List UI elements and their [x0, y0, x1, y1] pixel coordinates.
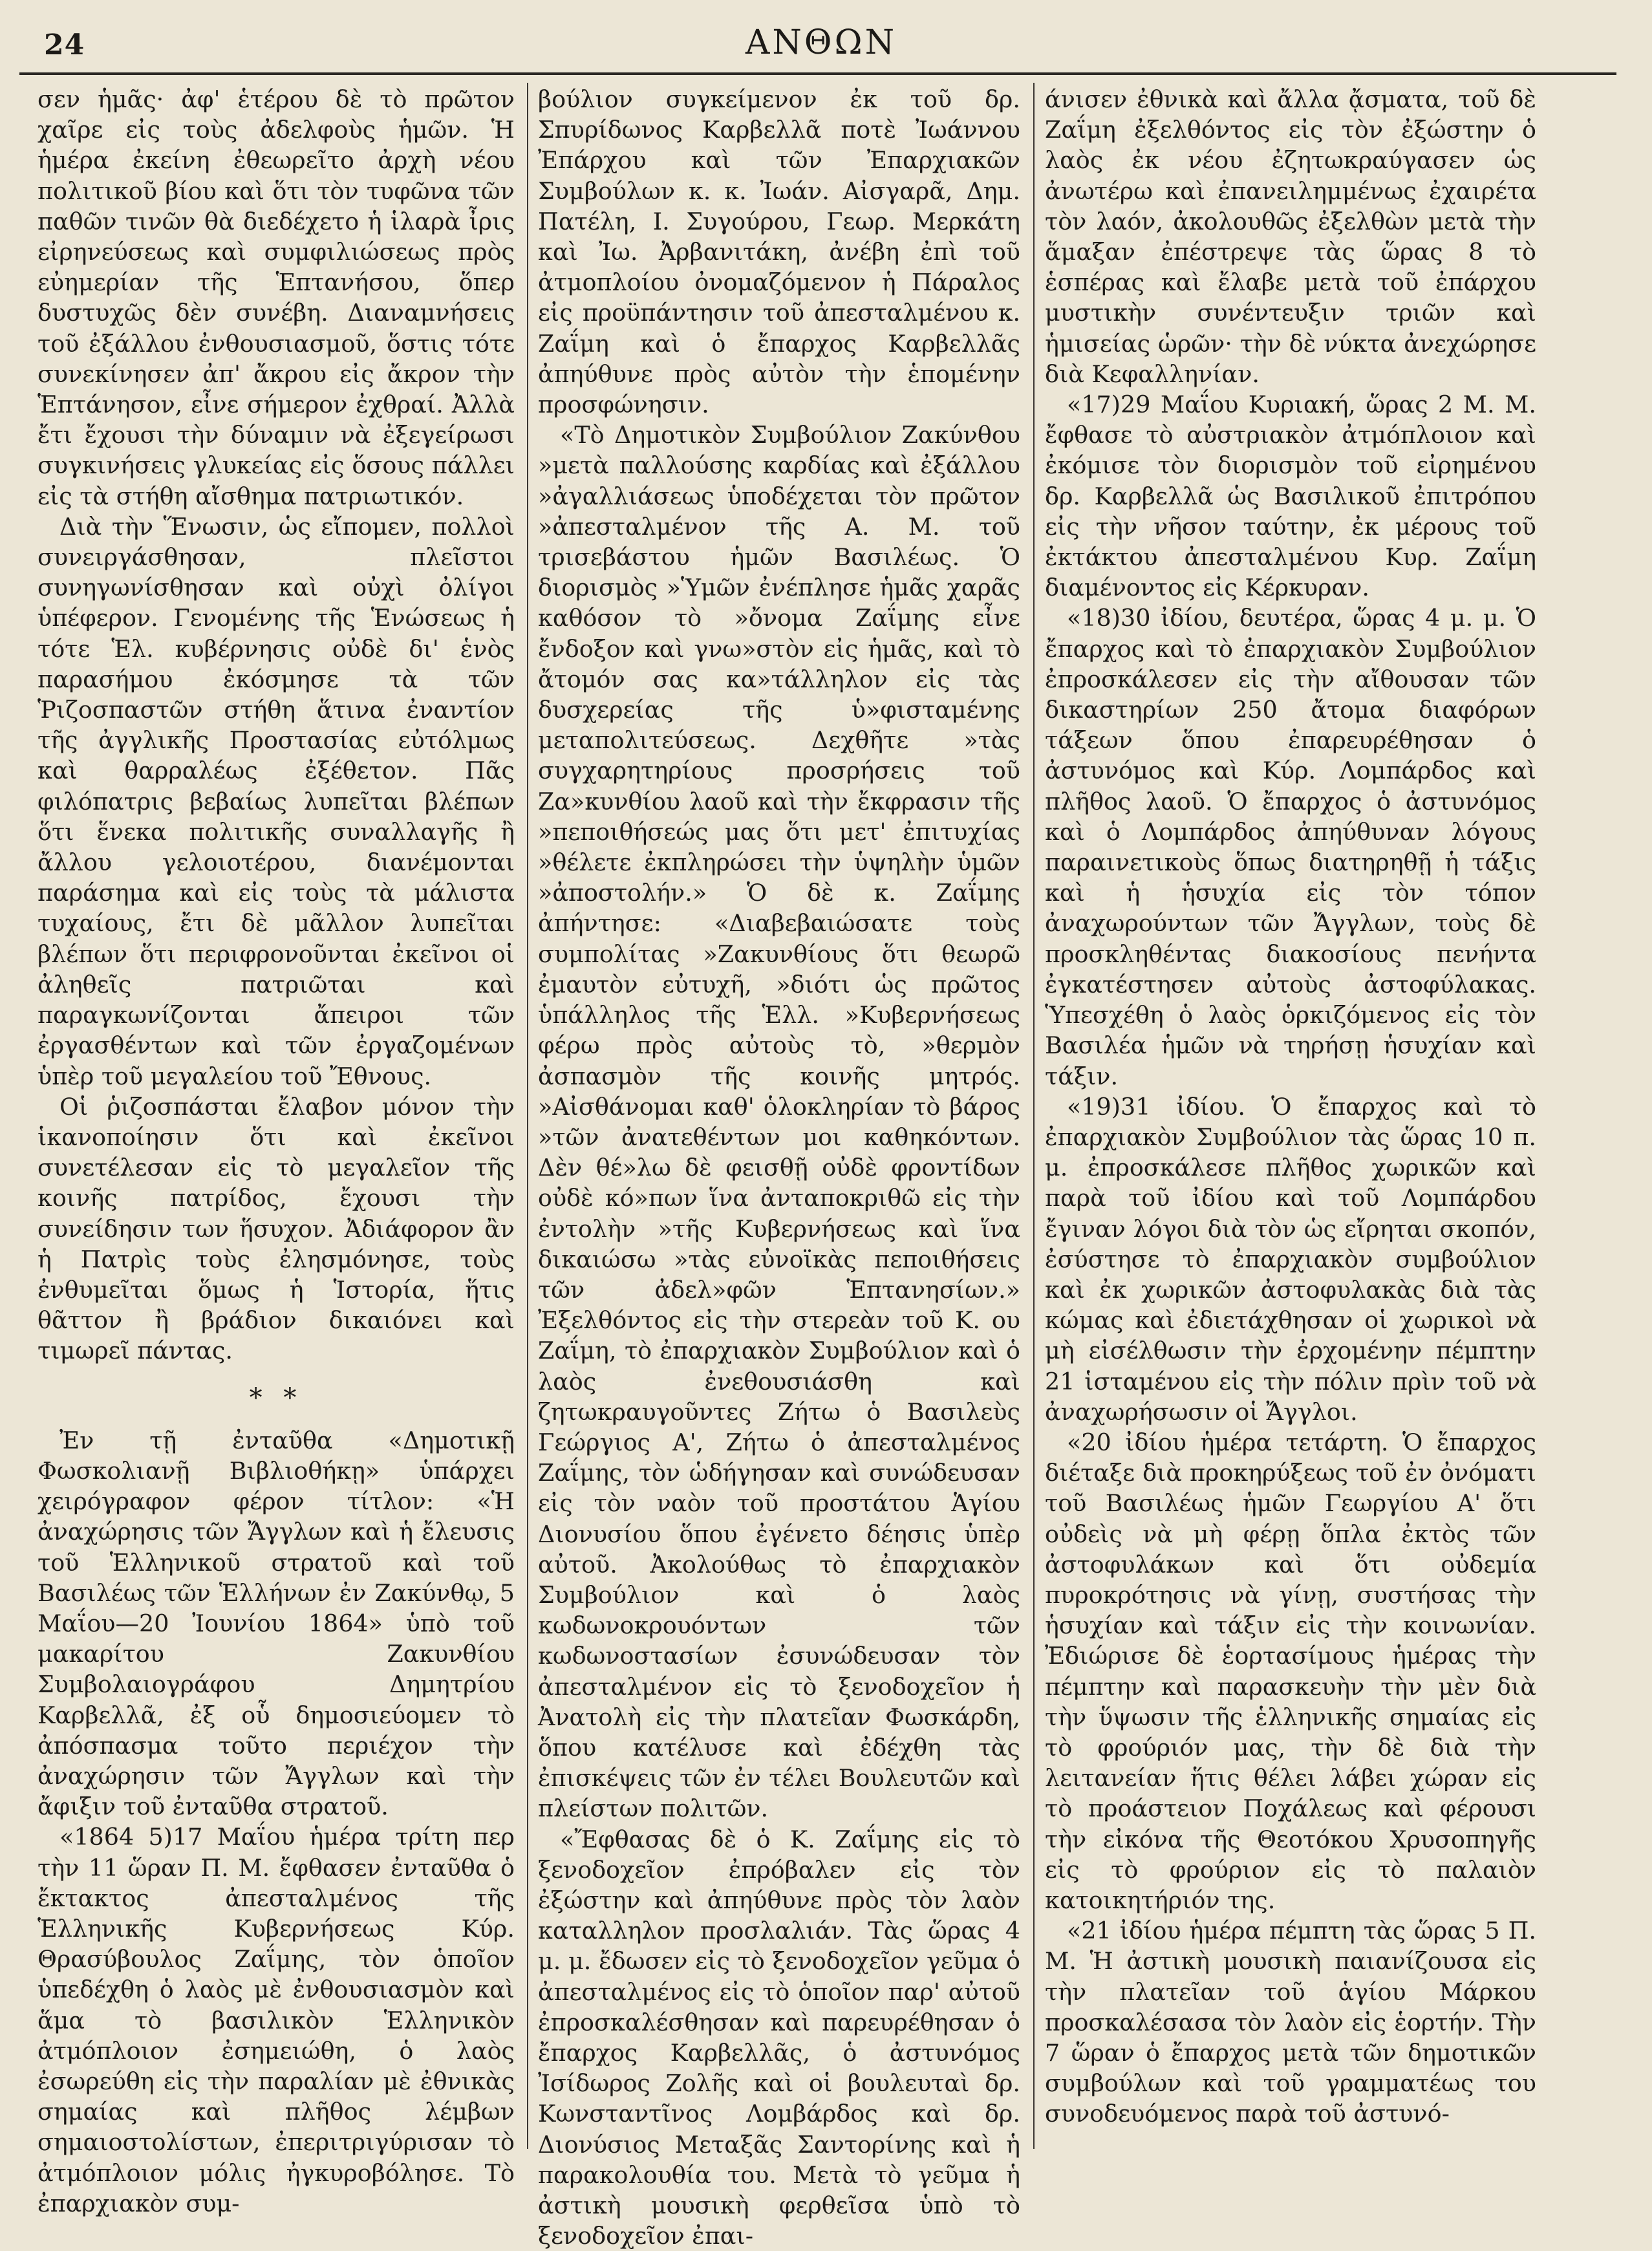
column-1 — [38, 84, 515, 2217]
column-3 — [1045, 84, 1536, 2153]
paragraph: «1864 5)17 Μαΐου ἡμέρα τρίτη περ τὴν 11 ὥραν Π. Μ. ἔφθασεν ἐνταῦθα ὁ ἔκτακτος ἀπεσταλμένος τῆς Ἑλληνικῆς Κυβερνήσεως Κύρ. Θρασύβουλος Ζαΐμης, τὸν ὁποῖον ὑπεδέχθη ὁ λαὸς μὲ ἐνθουσιασμὸν καὶ ἅμα τὸ βασιλικὸν Ἑλληνικὸν ἀτμόπλοιον ἐσημειώθη, ὁ λαὸς ἐσωρεύθη εἰς τὴν παραλίαν μὲ ἐθνικὰς σημαίας καὶ πλῆθος λέμβων σημαιοστολίστων, ἐπεριτριγύρισαν τὸ ἀτμόπλοιον μόλις ἠγκυροβόλησε. Τὸ ἐπαρχιακὸν συμ- — [38, 1823, 515, 2217]
paragraph: «Τὸ Δημοτικὸν Συμβούλιον Ζακύνθου »μετὰ παλλούσης καρδίας καὶ ἐξάλλου »ἀγαλλιάσεως ὑποδέχεται τὸν πρῶτον »ἀπεσταλμένον τῆς Α. Μ. τοῦ τρισεβάστου ἡμῶν Βασιλέως. Ὁ διορισμὸς »Ὑμῶν ἐνέπλησε ἡμᾶς χαρᾶς καθόσον τὸ »ὄνομα Ζαΐμης εἶνε ἔνδοξον καὶ γνω»στὸν εἰς ἡμᾶς, καὶ τὸ ἄτομόν σας κα»τάλληλον εἰς τὰς δυσχερείας τῆς ὑ»φισταμένης μεταπολιτεύσεως. Δεχθῆτε »τὰς συγχαρητηρίους προσρήσεις τοῦ Ζα»κυνθίου λαοῦ καὶ τὴν ἔκφρασιν τῆς »πεποιθήσεώς μας ὅτι μετ' ἐπιτυχίας »θέλετε ἐκπληρώσει τὴν ὑψηλὴν ὑμῶν »ἀποστολήν.» Ὁ δὲ κ. Ζαΐμης ἀπήντησε: «Διαβεβαιώσατε τοὺς συμπολίτας »Ζακυνθίους ὅτι θεωρῶ ἐμαυτὸν εὐτυχῆ, »διότι ὡς πρῶτος ὑπάλληλος τῆς Ἑλλ. »Κυβερνήσεως φέρω πρὸς αὐτοὺς τὸ, »θερμὸν ἀσπασμὸν τῆς κοινῆς μητρός. »Αἰσθάνομαι καθ' ὁλοκληρίαν τὸ βάρος »τῶν ἀνατεθέντων μοι καθηκόντων. Δὲν θέ»λω δὲ φεισθῇ οὐδὲ φροντίδων οὐδὲ κό»πων ἵνα ἀνταποκριθῶ εἰς τὴν ἐντολὴν »τῆς Κυβερνήσεως καὶ ἵνα δικαιώσω »τὰς εὐνοϊκὰς πεποιθήσεις τῶν ἀδελ»φῶν Ἑπτανησίων.» Ἐξελθόντος εἰς τὴν στερεὰν τοῦ Κ. ου Ζαΐμη, τὸ ἐπαρχιακὸν Συμβούλιον καὶ ὁ λαὸς ἐνεθουσιάσθη καὶ ζητωκραυγοῦντες Ζήτω ὁ Βασιλεὺς Γεώργιος Α', Ζήτω ὁ ἀπεσταλμένος Ζαΐμης, τὸν ὡδήγησαν καὶ συνώδευσαν εἰς τὸν ναὸν τοῦ προστάτου Ἁγίου Διονυσίου ὅπου ἐγένετο δέησις ὑπὲρ αὐτοῦ. Ἀκολούθως τὸ ἐπαρχιακὸν Συμβούλιον καὶ ὁ λαὸς κωδωνοκρουόντων τῶν κωδωνοστασίων ἐσυνώδευσαν τὸν ἀπεσταλμένον εἰς τὸ ξενοδοχεῖον ἡ Ἀνατολὴ εἰς τὴν πλατεῖαν Φωσκάρδη, ὅπου κατέλυσε καὶ ἐδέχθη τὰς ἐπισκέψεις τῶν ἐν τέλει Βουλευτῶν καὶ πλείστων πολιτῶν. — [538, 421, 1020, 1823]
paragraph: «21 ἰδίου ἡμέρα πέμπτη τὰς ὥρας 5 Π. Μ. Ἡ ἀστικὴ μουσικὴ παιανίζουσα εἰς τὴν πλατεῖαν τοῦ ἁγίου Μάρκου προσκαλέσασα τὸν λαὸν εἰς ἑορτήν. Τὴν 7 ὥραν ὁ ἔπαρχος μετὰ τῶν δημοτικῶν συμβούλων καὶ τοῦ γραμματέως του συνοδευόμενος παρὰ τοῦ ἀστυνό- — [1045, 1917, 1536, 2128]
paragraph: Οἱ ῥιζοσπάσται ἔλαβον μόνον τὴν ἱκανοποίησιν ὅτι καὶ ἐκεῖνοι συνετέλεσαν εἰς τὸ μεγαλεῖον τῆς κοινῆς πατρίδος, ἔχουσι τὴν συνείδησιν των ἥσυχον. Ἀδιάφορον ἂν ἡ Πατρὶς τοὺς ἐλησμόνησε, τοὺς ἐνθυμεῖται ὅμως ἡ Ἱστορία, ἥτις θᾶττον ἢ βράδιον δικαιόνει καὶ τιμωρεῖ πάντας. — [38, 1092, 515, 1365]
paragraph: «Ἔφθασας δὲ ὁ Κ. Ζαΐμης εἰς τὸ ξενοδοχεῖον ἐπρόβαλεν εἰς τὸν ἐξώστην καὶ ἀπηύθυνε πρὸς τὸν λαὸν καταλληλον προσλαλιάν. Τὰς ὥρας 4 μ. μ. ἔδωσεν εἰς τὸ ξενοδοχεῖον γεῦμα ὁ ἀπεσταλμένος εἰς τὸ ὁποῖον παρ' αὐτοῦ ἐπροσκαλέσθησαν καὶ παρευρέθησαν ὁ ἔπαρχος Καρβελλᾶς, ὁ ἀστυνόμος Ἰσίδωρος Ζολῆς καὶ οἱ βουλευταὶ δρ. Κωνσταντῖνος Λομβάρδος καὶ δρ. Διονύσιος Μεταξᾶς Σαντορίνης καὶ ἡ παρακολουθία του. Μετὰ τὸ γεῦμα ἡ ἀστικὴ μουσικὴ φερθεῖσα ὑπὸ τὸ ξενοδοχεῖον ἐπαι- — [538, 1825, 1020, 2250]
paragraph: «20 ἰδίου ἡμέρα τετάρτη. Ὁ ἔπαρχος διέταξε διὰ προκηρύξεως τοῦ ἐν ὀνόματι τοῦ Βασιλέως ἡμῶν Γεωργίου Α' ὅτι οὐδεὶς νὰ μὴ φέρῃ ὅπλα ἐκτὸς τῶν ἀστοφυλάκων καὶ ὅτι οὐδεμία πυροκρότησις νὰ γίνῃ, συστήσας τὴν ἡσυχίαν καὶ τάξιν εἰς τὴν κοινωνίαν. Ἐδιώρισε δὲ ἑορτασίμους ἡμέρας τὴν πέμπτην καὶ παρασκευὴν τὴν μὲν διὰ τὴν ὕψωσιν τῆς ἑλληνικῆς σημαίας εἰς τὸ φρούριόν μας, τὴν δὲ διὰ τὴν λειτανείαν ἥτις θέλει λάβει χώραν εἰς τὸ προάστειον Ποχάλεως καὶ φέρουσι τὴν εἰκόνα τῆς Θεοτόκου Χρυσοπηγῆς εἰς τὸ φρούριον εἰς τὸ παλαιὸν κατοικητήριόν της. — [1045, 1428, 1536, 1914]
paragraph: «19)31 ἰδίου. Ὁ ἔπαρχος καὶ τὸ ἐπαρχιακὸν Συμβούλιον τὰς ὥρας 10 π. μ. ἐπροσκάλεσε πλῆθος χωρικῶν καὶ παρὰ τοῦ ἰδίου καὶ τοῦ Λομπάρδου ἔγιναν λόγοι διὰ τὸν ὡς εἴρηται σκοπόν, ἐσύστησε τὸ ἐπαρχιακὸν συμβούλιον καὶ ἐκ χωρικῶν ἀστοφυλακὰς διὰ τὰς κώμας καὶ ἐδιετάχθησαν οἱ χωρικοὶ νὰ μὴ εἰσέλθωσιν τὴν ἐρχομένην πέμπτην 21 ἱσταμένου εἰς τὴν πόλιν πρὶν τοῦ νὰ ἀναχωρήσωσιν οἱ Ἄγγλοι. — [1045, 1092, 1536, 1426]
column-divider-2 — [1033, 83, 1035, 2149]
paragraph: Διὰ τὴν Ἕνωσιν, ὡς εἴπομεν, πολλοὶ συνειργάσθησαν, πλεῖστοι συνηγωνίσθησαν καὶ οὐχὶ ὀλίγοι ὑπέφερον. Γενομένης τῆς Ἑνώσεως ἡ τότε Ἑλ. κυβέρνησις οὐδὲ δι' ἑνὸς παρασήμου ἐκόσμησε τὰ τῶν Ῥιζοσπαστῶν στήθη ἅτινα ἐναντίον τῆς ἀγγλικῆς Προστασίας εὐτόλμως καὶ θαρραλέως ἐξέθετον. Πᾶς φιλόπατρις βεβαίως λυπεῖται βλέπων ὅτι ἕνεκα πολιτικῆς συναλλαγῆς ἢ ἄλλου γελοιοτέρου, διανέμονται παράσημα καὶ εἰς τοὺς τὰ μάλιστα τυχαίους, ἔτι δὲ μᾶλλον λυπεῖται βλέπων ὅτι περιφρονοῦνται ἐκεῖνοι οἱ ἀληθεῖς πατριῶται καὶ παραγκωνίζονται ἄπειροι τῶν ἐργασθέντων καὶ τῶν ἐργαζομένων ὑπὲρ τοῦ μεγαλείου τοῦ Ἔθνους. — [38, 512, 515, 1090]
paragraph: σεν ἡμᾶς· ἀφ' ἑτέρου δὲ τὸ πρῶτον χαῖρε εἰς τοὺς ἀδελφοὺς ἡμῶν. Ἡ ἡμέρα ἐκείνη ἐθεωρεῖτο ἀρχὴ νέου πολιτικοῦ βίου καὶ ὅτι τὸν τυφῶνα τῶν παθῶν τινῶν θὰ διεδέχετο ἡ ἱλαρὰ ἶρις εἰρηνεύσεως καὶ συμφιλιώσεως πρὸς εὐημερίαν τῆς Ἑπτανήσου, ὅπερ δυστυχῶς δὲν συνέβη. Διαναμνήσεις τοῦ ἐξάλλου ἐνθουσιασμοῦ, ὅστις τότε συνεκίνησεν ἀπ' ἄκρου εἰς ἄκρον τὴν Ἑπτάνησον, εἶνε σήμερον ἐχθραί. Ἀλλὰ ἔτι ἔχουσι τὴν δύναμιν νὰ ἐξεγείρωσι συγκινήσεις γλυκείας εἰς ὅσους πάλλει εἰς τὰ στήθη αἴσθημα πατριωτικόν. — [38, 85, 515, 510]
paragraph: «18)30 ἰδίου, δευτέρα, ὥρας 4 μ. μ. Ὁ ἔπαρχος καὶ τὸ ἐπαρχιακὸν Συμβούλιον ἐπροσκάλεσεν εἰς τὴν αἴθουσαν τῶν δικαστηρίων 250 ἄτομα διαφόρων τάξεων ὅπου ἐπαρευρέθησαν ὁ ἀστυνόμος καὶ Κύρ. Λομπάρδος καὶ πλῆθος λαοῦ. Ὁ ἔπαρχος ὁ ἀστυνόμος καὶ ὁ Λομπάρδος ἀπηύθυναν λόγους παραινετικοὺς ὅπως διατηρηθῇ ἡ τάξις καὶ ἡ ἡσυχία εἰς τὸν τόπον ἀναχωρούντων τῶν Ἄγγλων, τοὺς δὲ προσκληθέντας διακοσίους πενήντα ἐγκατέστησεν αὐτοὺς ἀστοφύλακας. Ὑπεσχέθη ὁ λαὸς ὁρκιζόμενος εἰς τὸν Βασιλέα ἡμῶν νὰ τηρήσῃ ἡσυχίαν καὶ τάξιν. — [1045, 604, 1536, 1090]
page-number: 24 — [44, 28, 85, 61]
column-2 — [538, 84, 1020, 2250]
column-divider-1 — [527, 83, 528, 2149]
paragraph: «17)29 Μαΐου Κυριακή, ὥρας 2 Μ. Μ. ἔφθασε τὸ αὐστριακὸν ἀτμόπλοιον καὶ ἐκόμισε τὸν διορισμὸν τοῦ εἰρημένου δρ. Καρβελλᾶ ὡς Βασιλικοῦ ἐπιτρόπου εἰς τὴν νῆσον ταύτην, ἐκ μέρους τοῦ ἐκτάκτου ἀπεσταλμένου Κυρ. Ζαΐμη διαμένοντος εἰς Κέρκυραν. — [1045, 391, 1536, 602]
header-rule — [19, 72, 1616, 75]
paragraph: βούλιον συγκείμενον ἐκ τοῦ δρ. Σπυρίδωνος Καρβελλᾶ ποτὲ Ἰωάννου Ἐπάρχου καὶ τῶν Ἐπαρχιακῶν Συμβούλων κ. κ. Ἰωάν. Αἰσγαρᾶ, Δημ. Πατέλη, Ι. Συγούρου, Γεωρ. Μερκάτη καὶ Ἰω. Ἀρβανιτάκη, ἀνέβη ἐπὶ τοῦ ἀτμοπλοίου ὀνομαζόμενον ἡ Πάραλος εἰς προϋπάντησιν τοῦ ἀπεσταλμένου κ. Ζαΐμη καὶ ὁ ἔπαρχος Καρβελλᾶς ἀπηύθυνε πρὸς αὐτὸν τὴν ἑπομένην προσφώνησιν. — [538, 85, 1020, 419]
section-separator: * * — [249, 1383, 303, 1413]
page-header — [26, 19, 1616, 66]
paragraph: άνισεν ἐθνικὰ καὶ ἄλλα ᾄσματα, τοῦ δὲ Ζαΐμη ἐξελθόντος εἰς τὸν ἐξώστην ὁ λαὸς ἐκ νέου ἐζητωκραύγασεν ὡς ἀνωτέρω καὶ ἐπανειλημμένως ἐχαιρέτα τὸν λαόν, ἀκολουθῶς ἐξελθὼν μετὰ τὴν ἅμαξαν ἐπέστρεψε τὰς ὥρας 8 τὸ ἑσπέρας καὶ ἔλαβε μετὰ τοῦ ἐπάρχου μυστικὴν συνέντευξιν τριῶν καὶ ἡμισείας ὡρῶν· τὴν δὲ νύκτα ἀνεχώρησε διὰ Κεφαλληνίαν. — [1045, 85, 1536, 388]
paragraph: Ἐν τῇ ἐνταῦθα «Δημοτικῇ Φωσκολιανῇ Βιβλιοθήκῃ» ὑπάρχει χειρόγραφον φέρον τίτλον: «Ἡ ἀναχώρησις τῶν Ἄγγλων καὶ ἡ ἔλευσις τοῦ Ἑλληνικοῦ στρατοῦ καὶ τοῦ Βασιλέως τῶν Ἑλλήνων ἐν Ζακύνθῳ, 5 Μαΐου—20 Ἰουνίου 1864» ὑπὸ τοῦ μακαρίτου Ζακυνθίου Συμβολαιογράφου Δημητρίου Καρβελλᾶ, ἐξ οὗ δημοσιεύομεν τὸ ἀπόσπασμα τοῦτο περιέχον τὴν ἀναχώρησιν τῶν Ἄγγλων καὶ τὴν ἄφιξιν τοῦ ἐνταῦθα στρατοῦ. — [38, 1426, 515, 1821]
running-title: ΑΝΘΩΝ — [745, 23, 897, 62]
